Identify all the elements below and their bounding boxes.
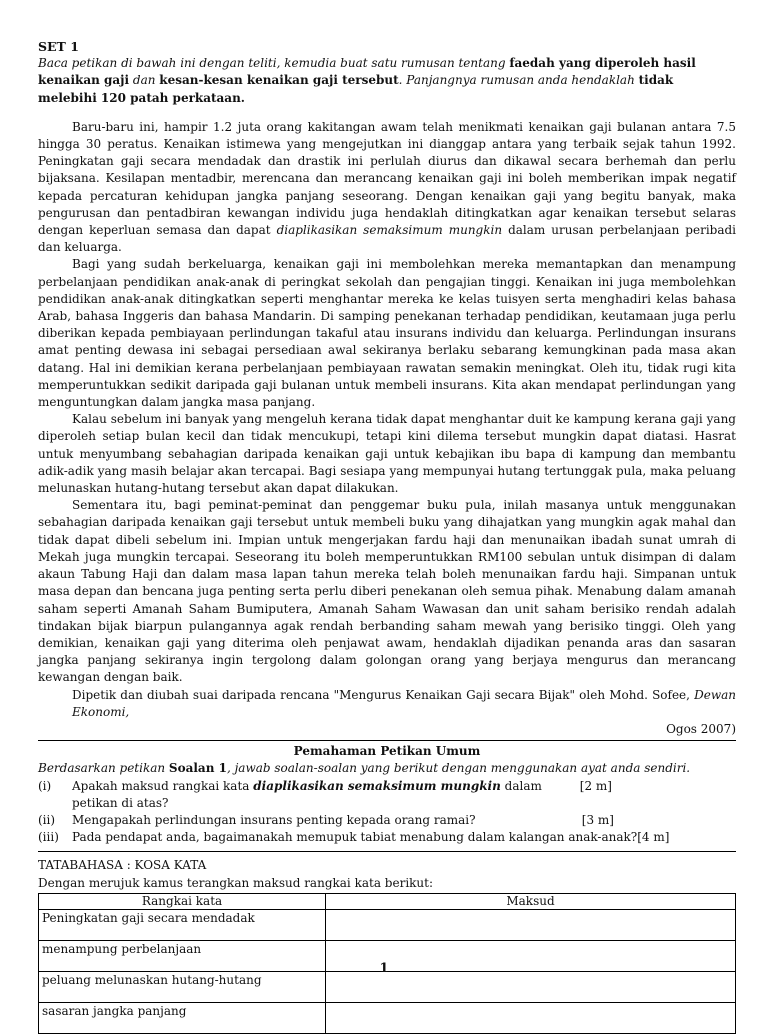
question-mark: [2 m] <box>579 778 612 793</box>
question-2 <box>38 812 736 829</box>
set-title: SET 1 <box>38 39 79 54</box>
grammar-title: TATABAHASA : KOSA KATA <box>38 851 736 874</box>
source-end: Ogos 2007) <box>666 721 736 736</box>
p1-italic: diaplikasikan semaksimum mungkin <box>276 223 503 238</box>
instruction-part2: faedah yang diperoleh hasil kenaikan gaji <box>38 56 696 88</box>
question-text-a: Apakah maksud rangkai kata <box>72 778 254 793</box>
question-number: (ii) <box>38 812 56 827</box>
table-row <box>39 909 736 940</box>
source-italic: Dewan Ekonomi, <box>72 687 736 719</box>
instruction-part5: . Panjangnya rumusan anda hendaklah <box>398 73 639 88</box>
phrase-cell: Peningkatan gaji secara mendadak <box>39 909 326 940</box>
question-text <box>72 778 574 812</box>
question-mark: [4 m] <box>637 830 670 845</box>
intro-b: Soalan 1 <box>168 761 227 776</box>
source-citation <box>38 687 736 739</box>
source-text: Dipetik dan diubah suai daripada rencana "Mengurus Kenaikan Gaji secara Bijak" oleh Mohd. Sofee, <box>72 687 695 702</box>
question-text-b: diaplikasikan semaksimum mungkin <box>253 778 501 793</box>
instruction-part4: kesan-kesan kenaikan gaji tersebut <box>159 73 399 88</box>
meaning-answer-cell[interactable] <box>326 909 736 940</box>
comprehension-intro <box>38 760 736 777</box>
table-row <box>39 1002 736 1033</box>
instruction-part6: tidak melebihi 120 patah perkataan. <box>38 73 674 105</box>
p1-end: dalam urusan perbelanjaan peribadi dan keluarga. <box>38 223 737 255</box>
comprehension-title: Pemahaman Petikan Umum <box>38 740 736 760</box>
question-mark: [3 m] <box>581 812 614 827</box>
phrase-cell: peluang melunaskan hutang-hutang <box>39 971 326 1002</box>
question-text: Pada pendapat anda, bagaimanakah memupuk tabiat menabung dalam kalangan anak-anak? <box>72 830 638 845</box>
p1-text: Baru-baru ini, hampir 1.2 juta orang kakitangan awam telah menikmati kenaikan gaji bulanan antara 7.5 hingga 30 peratus. Kenaikan istimewa yang mengejutkan ini dianggap antara yang terbaik sejak tahun 1992. Peningkatan gaji secara mendadak dan drastik ini perlulah diurus dan dikawal secara berhemah dan perlu bijaksana. Kesilapan mentadbir, merencana dan merancang kenaikan gaji ini boleh memberikan impak negatif kepada percaturan kehidupan jangka panjang seseorang. Dengan kenaikan gaji yang begitu banyak, maka pengurusan dan pentadbiran kewangan individu juga hendaklah ditingkatkan agar kenaikan tersebut selaras dengan keperluan semasa dan dapat <box>38 119 736 238</box>
meaning-answer-cell[interactable] <box>326 1002 736 1033</box>
table-header-row <box>39 893 736 909</box>
passage-paragraph-4: Sementara itu, bagi peminat-peminat dan penggemar buku pula, inilah masanya untuk menggunakan sebahagian daripada kenaikan gaji tersebut untuk membeli buku yang dihajatkan yang mungkin agak mahal dan tidak dapat dibeli sebelum ini. Impian untuk mengerjakan fardu haji dan menunaikan ibadah sunat umrah di Mekah juga mungkin tercapai. Seseorang itu boleh memperuntukkan RM100 sebulan untuk disimpan di dalam akaun Tabung Haji dan dalam masa lapan tahun mereka telah boleh menunaikan fardu haji. Simpanan untuk masa depan dan bencana juga penting serta perlu diberi penekanan oleh semua pihak. Menabung dalam amanah saham seperti Amanah Saham Bumiputera, Amanah Saham Wawasan dan unit saham berisiko rendah adalah tindakan bijak biarpun pulangannya agak rendah berbanding saham mewah yang berisiko tinggi. Oleh yang demikian, kenaikan gaji yang diterima oleh penjawat awam, hendaklah dijadikan penanda aras dan sasaran jangka panjang sekiranya ingin tergolong dalam golongan orang yang berjaya mengurus dan merancang kewangan dengan baik. <box>38 498 736 685</box>
passage-paragraph-1 <box>38 119 736 257</box>
question-text: Mengapakah perlindungan insurans penting kepada orang ramai? <box>72 812 476 827</box>
instruction <box>38 55 736 107</box>
intro-c: , jawab soalan-soalan yang berikut dengan menggunakan ayat anda sendiri. <box>226 761 691 776</box>
header-rangkai-kata: Rangkai kata <box>39 893 326 909</box>
grammar-instruction: Dengan merujuk kamus terangkan maksud rangkai kata berikut: <box>38 875 434 890</box>
question-3 <box>38 829 736 846</box>
question-1 <box>38 778 736 812</box>
instruction-part3: dan <box>129 73 160 88</box>
document-page <box>38 38 736 1034</box>
question-text-c: dalam petikan di atas? <box>72 778 542 810</box>
header-maksud: Maksud <box>326 893 736 909</box>
passage <box>38 119 736 738</box>
question-number: (i) <box>38 778 52 793</box>
passage-paragraph-2: Bagi yang sudah berkeluarga, kenaikan gaji ini membolehkan mereka memantapkan dan menampung perbelanjaan pendidikan anak-anak di peringkat sekolah dan pengajian tinggi. Kenaikan ini juga membolehkan pendidikan anak-anak ditingkatkan seperti menghantar mereka ke kelas tuisyen serta menghadiri kelas bahasa Arab, bahasa Inggeris dan bahasa Mandarin. Di samping penekanan terhadap pendidikan, keutamaan juga perlu diberikan kepada pembiayaan perlindungan takaful atau insurans individu dan keluarga. Perlindungan insurans amat penting dewasa ini sebagai persediaan awal sekiranya berlaku sebarang kemungkinan pada masa akan datang. Hal ini demikian kerana perbelanjaan pembiayaan rawatan semakin meningkat. Oleh itu, tidak rugi kita memperuntukkan sedikit daripada gaji bulanan untuk membeli insurans. Kita akan mendapat perlindungan yang menguntungkan dalam jangka masa panjang. <box>38 257 736 410</box>
phrase-cell: sasaran jangka panjang <box>39 1002 326 1033</box>
question-number: (iii) <box>38 830 59 845</box>
passage-paragraph-3: Kalau sebelum ini banyak yang mengeluh kerana tidak dapat menghantar duit ke kampung kerana gaji yang diperoleh setiap bulan kecil dan tidak mencukupi, tetapi kini dilema tersebut mungkin dapat diatasi. Hasrat untuk menyumbang sebahagian daripada kenaikan gaji untuk kebajikan ibu bapa di kampung dan membantu adik-adik yang masih belajar akan tercapai. Bagi sesiapa yang mempunyai hutang tertunggak pula, maka peluang melunaskan hutang-hutang tersebut akan dapat dilakukan. <box>38 412 736 496</box>
instruction-part1: Baca petikan di bawah ini dengan teliti, kemudia buat satu rumusan tentang <box>38 56 510 71</box>
phrase-cell: menampung perbelanjaan <box>39 940 326 971</box>
intro-a: Berdasarkan petikan <box>38 761 169 776</box>
page-number: 1 <box>379 961 389 976</box>
